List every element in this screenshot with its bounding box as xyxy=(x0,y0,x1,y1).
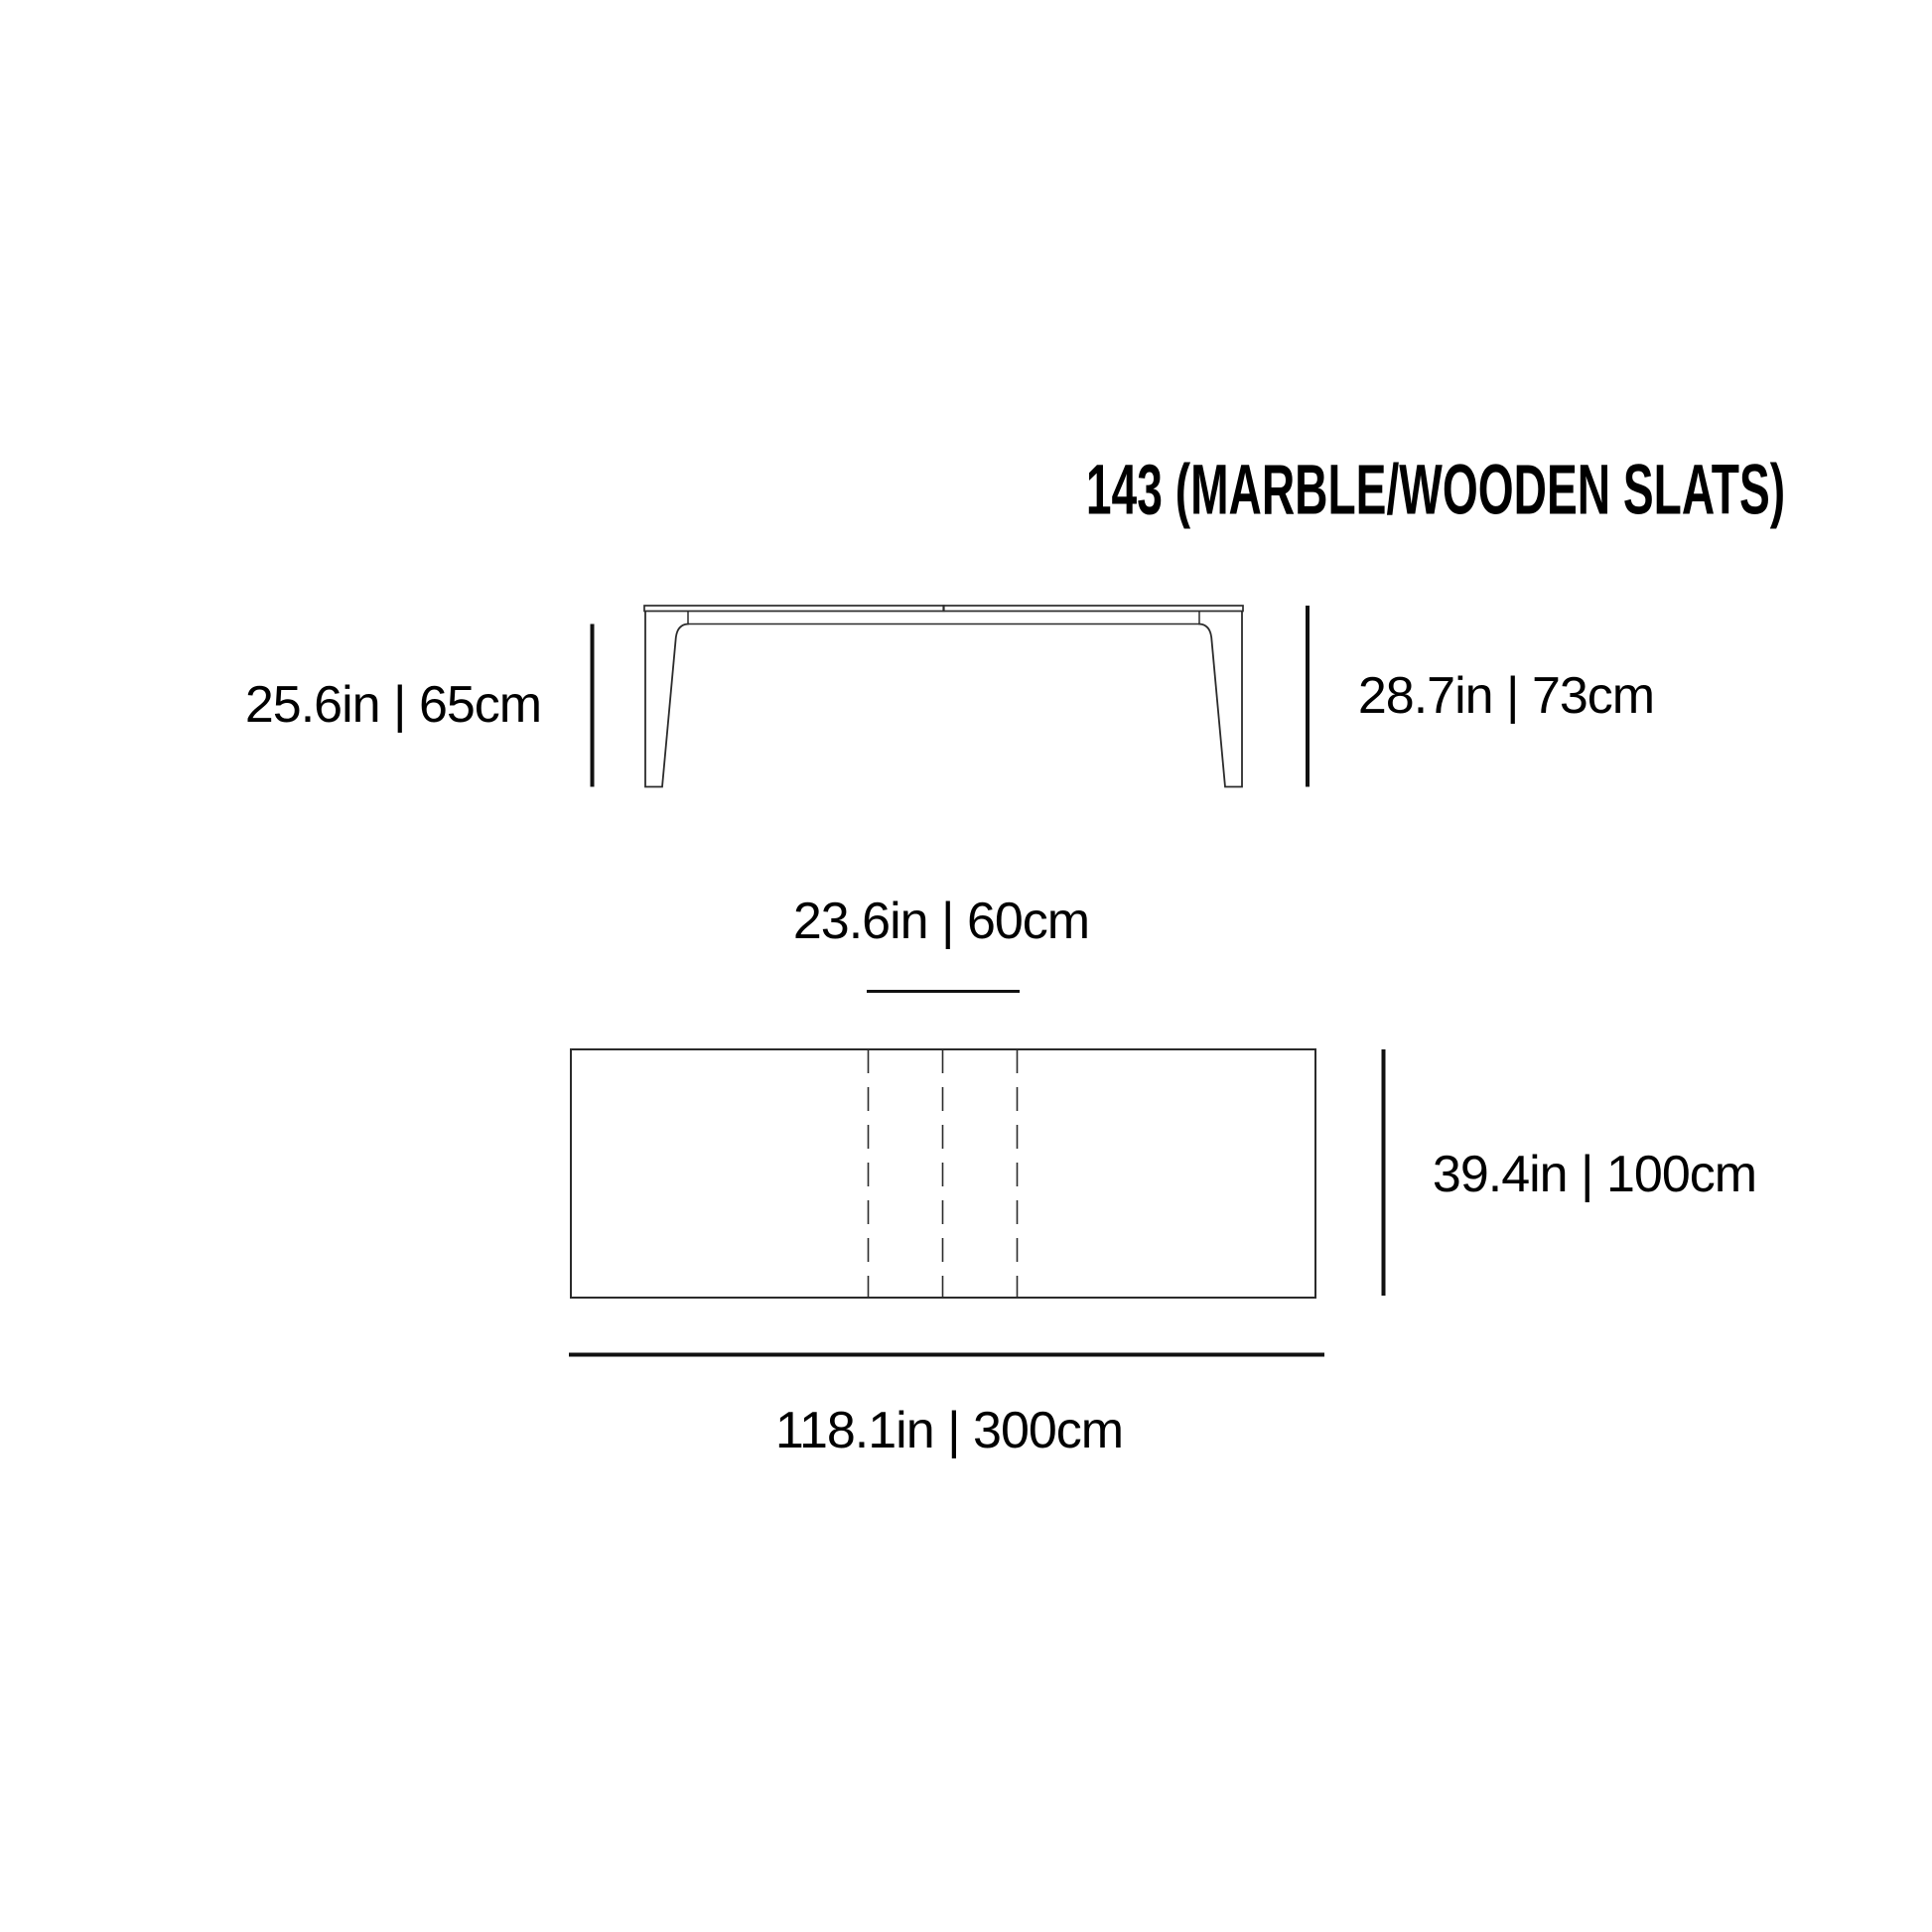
table-elevation-view xyxy=(644,605,1243,786)
table-plan-view xyxy=(571,1049,1315,1298)
diagram-title: 143 (MARBLE/WOODEN SLATS) xyxy=(1085,451,1786,530)
plan-depth-label: 39.4in | 100cm xyxy=(1432,1146,1757,1203)
elevation-underside-height-label: 25.6in | 65cm xyxy=(244,676,542,734)
right-leg-outline xyxy=(1198,612,1242,787)
plan-leaf-width-label: 23.6in | 60cm xyxy=(792,893,1090,950)
left-leg-outline xyxy=(645,612,689,787)
elevation-overall-height-label: 28.7in | 73cm xyxy=(1357,667,1655,725)
plan-overall-length-label: 118.1in | 300cm xyxy=(774,1402,1124,1459)
